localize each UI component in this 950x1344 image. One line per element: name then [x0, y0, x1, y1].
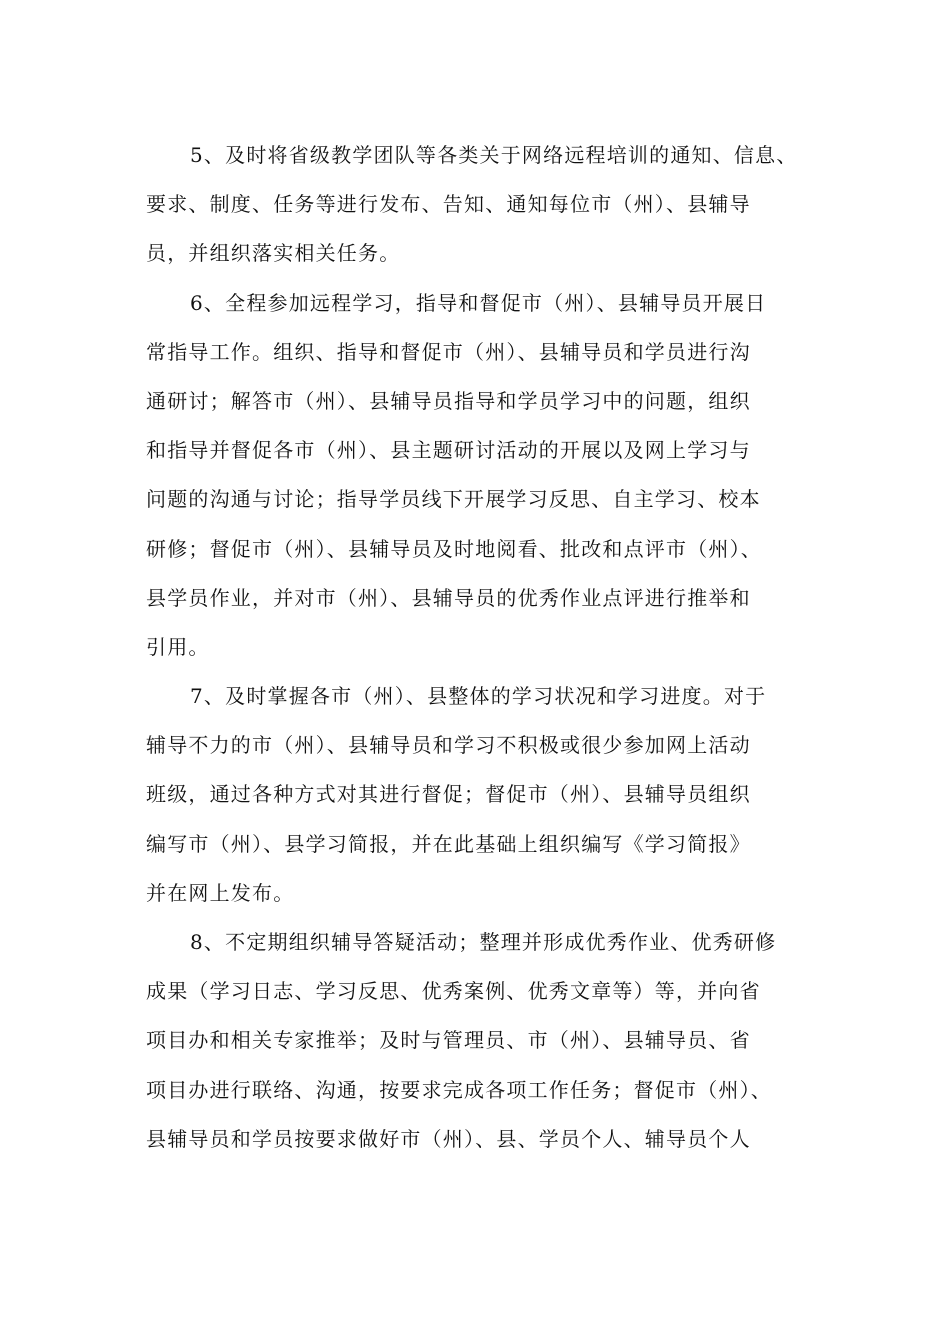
- paragraph-first-line: 8、不定期组织辅导答疑活动；整理并形成优秀作业、优秀研修: [190, 930, 777, 954]
- paragraph-line: 员，并组织落实相关任务。: [146, 241, 401, 266]
- paragraph-first-line: 6、全程参加远程学习，指导和督促市（州）、县辅导员开展日: [190, 290, 767, 315]
- paragraph-line: 县辅导员和学员按要求做好市（州）、县、学员个人、辅导员个人: [146, 1126, 751, 1151]
- paragraph-line: 要求、制度、任务等进行发布、告知、通知每位市（州）、县辅导: [146, 192, 751, 217]
- paragraph-line: 项目办进行联络、沟通，按要求完成各项工作任务；督促市（州）、: [146, 1077, 772, 1102]
- paragraph-line: 通研讨；解答市（州）、县辅导员指导和学员学习中的问题，组织: [146, 388, 751, 413]
- paragraph-line: 常指导工作。组织、指导和督促市（州）、县辅导员和学员进行沟: [146, 339, 751, 364]
- paragraph-line: 并在网上发布。: [146, 880, 295, 905]
- paragraph-line: 成果（学习日志、学习反思、优秀案例、优秀文章等）等，并向省: [146, 979, 761, 1004]
- paragraph-first-line: 5、及时将省级教学团队等各类关于网络远程培训的通知、信息、: [190, 143, 798, 167]
- paragraph-line: 编写市（州）、县学习简报，并在此基础上组织编写《学习简报》: [146, 831, 751, 856]
- paragraph-line: 辅导不力的市（州）、县辅导员和学习不积极或很少参加网上活动: [146, 733, 751, 758]
- paragraph-line: 研修；督促市（州）、县辅导员及时地阅看、批改和点评市（州）、: [146, 536, 762, 561]
- paragraph-line: 县学员作业，并对市（州）、县辅导员的优秀作业点评进行推举和: [146, 585, 751, 610]
- paragraph-line: 引用。: [146, 634, 210, 659]
- paragraph-first-line: 7、及时掌握各市（州）、县整体的学习状况和学习进度。对于: [190, 684, 767, 709]
- document-body: [146, 131, 808, 1164]
- paragraph-line: 项目办和相关专家推举；及时与管理员、市（州）、县辅导员、省: [146, 1028, 751, 1053]
- paragraph-line: 班级，通过各种方式对其进行督促；督促市（州）、县辅导员组织: [146, 782, 751, 807]
- paragraph-line: 和指导并督促各市（州）、县主题研讨活动的开展以及网上学习与: [146, 438, 751, 463]
- paragraph-line: 问题的沟通与讨论；指导学员线下开展学习反思、自主学习、校本: [146, 487, 761, 512]
